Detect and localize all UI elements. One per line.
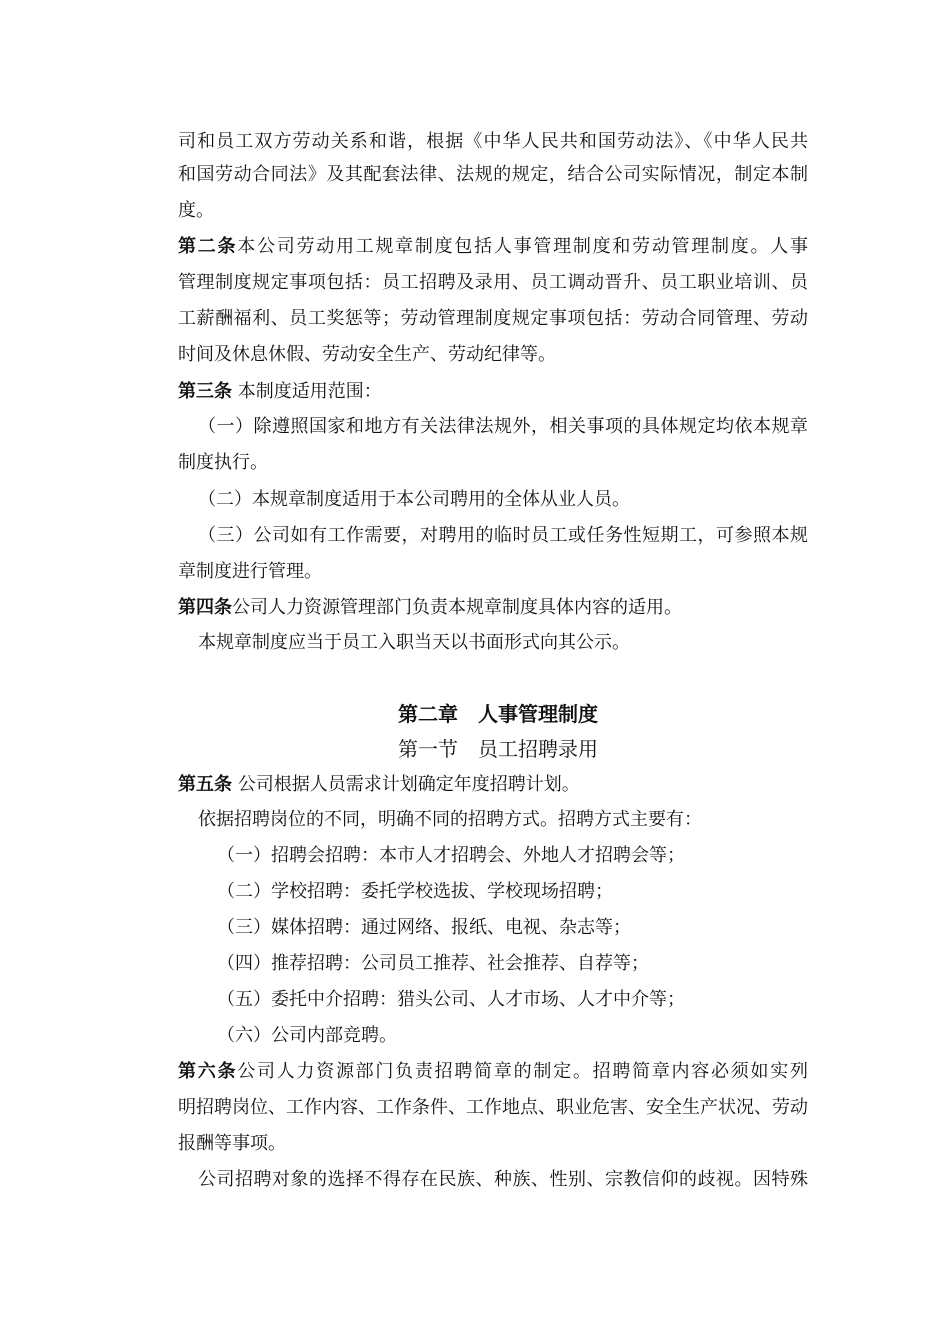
list-item: （二）本规章制度适用于本公司聘用的全体从业人员。 xyxy=(198,489,630,510)
article-label: 第六条 xyxy=(178,1061,238,1082)
article-label: 第三条 xyxy=(178,381,232,402)
body-line: 依据招聘岗位的不同，明确不同的招聘方式。招聘方式主要有： xyxy=(198,809,702,830)
list-item: （三）媒体招聘：通过网络、报纸、电视、杂志等； xyxy=(217,917,631,938)
article-text: 本公司劳动用工规章制度包括人事管理制度和劳动管理制度。人事 xyxy=(237,236,808,257)
list-item: （一）除遵照国家和地方有关法律法规外，相关事项的具体规定均依本规章 xyxy=(198,416,808,437)
body-line: 明招聘岗位、工作内容、工作条件、工作地点、职业危害、安全生产状况、劳动 xyxy=(178,1097,808,1118)
body-line: 时间及休息休假、劳动安全生产、劳动纪律等。 xyxy=(178,344,556,365)
list-item: （二）学校招聘：委托学校选拔、学校现场招聘； xyxy=(217,881,613,902)
body-line: 制度执行。 xyxy=(178,452,268,473)
body-line: 司和员工双方劳动关系和谐，根据《中华人民共和国劳动法》、《中华人民共 xyxy=(178,131,808,152)
body-line: 度。 xyxy=(178,200,214,221)
body-line: 报酬等事项。 xyxy=(178,1133,286,1154)
section-title: 第一节 员工招聘录用 xyxy=(398,737,598,761)
body-line: 本规章制度应当于员工入职当天以书面形式向其公示。 xyxy=(198,632,630,653)
article-line xyxy=(178,770,808,800)
list-item: （四）推荐招聘：公司员工推荐、社会推荐、自荐等； xyxy=(217,953,649,974)
article-line xyxy=(178,232,808,262)
article-text: 本制度适用范围： xyxy=(237,381,382,402)
article-line xyxy=(178,377,808,407)
list-item: （一）招聘会招聘：本市人才招聘会、外地人才招聘会等； xyxy=(217,845,685,866)
chapter-title: 第二章 人事管理制度 xyxy=(398,702,598,726)
list-item: （五）委托中介招聘：猎头公司、人才市场、人才中介等； xyxy=(217,989,685,1010)
article-label: 第二条 xyxy=(178,236,238,257)
article-label: 第四条 xyxy=(178,597,232,618)
article-line xyxy=(178,1057,808,1087)
article-text: 公司人力资源管理部门负责本规章制度具体内容的适用。 xyxy=(232,597,682,618)
body-line: 管理制度规定事项包括：员工招聘及录用、员工调动晋升、员工职业培训、员 xyxy=(178,272,808,293)
article-text: 公司人力资源部门负责招聘简章的制定。招聘简章内容必须如实列 xyxy=(237,1061,808,1082)
body-line: 章制度进行管理。 xyxy=(178,561,322,582)
article-text: 公司根据人员需求计划确定年度招聘计划。 xyxy=(237,774,580,795)
body-line: 工薪酬福利、员工奖惩等；劳动管理制度规定事项包括：劳动合同管理、劳动 xyxy=(178,308,808,329)
body-line: 公司招聘对象的选择不得存在民族、种族、性别、宗教信仰的歧视。因特殊 xyxy=(198,1169,808,1190)
list-item: （六）公司内部竞聘。 xyxy=(217,1025,397,1046)
list-item: （三）公司如有工作需要，对聘用的临时员工或任务性短期工，可参照本规 xyxy=(198,525,808,546)
article-label: 第五条 xyxy=(178,774,232,795)
body-line: 和国劳动合同法》及其配套法律、法规的规定，结合公司实际情况，制定本制 xyxy=(178,164,808,185)
article-line xyxy=(178,593,808,623)
